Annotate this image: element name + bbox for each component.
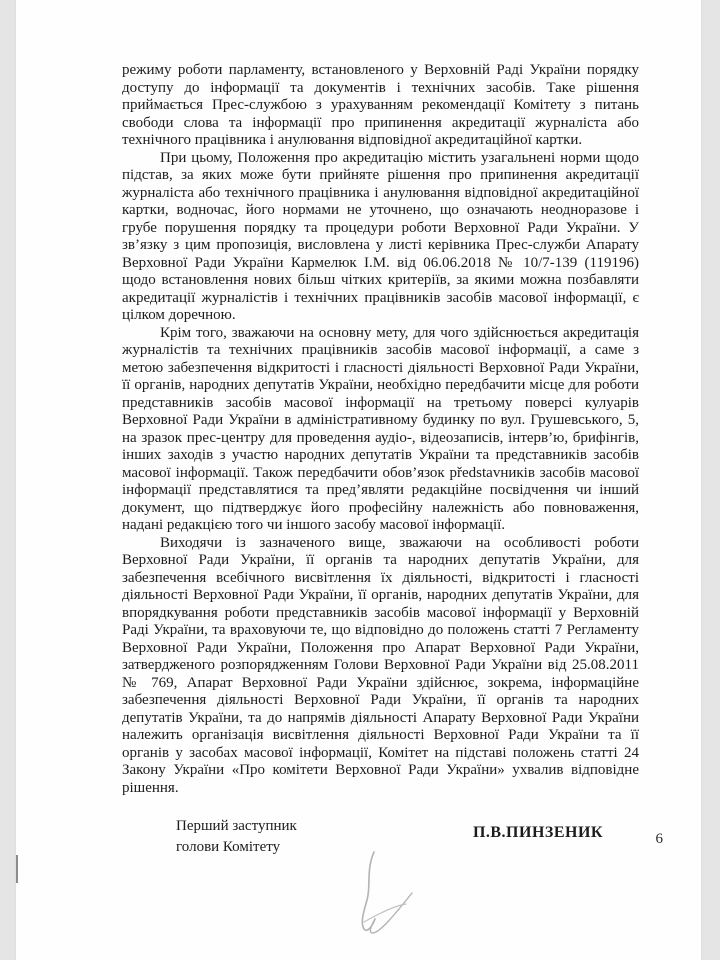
signatory-role-line1: Перший заступник [176,818,297,834]
signature-block [122,816,639,858]
document-page [16,0,701,960]
scan-edge-artifact [16,855,18,883]
page-number: 6 [655,831,663,847]
paragraph-3: Крім того, зважаючи на основну мету, для чого здійснюється акредитація журналістів та технічних працівників засобів масової інформації, а саме з метою забезпечення відкритості і гласності діяльності Верховної Ради України, її органів, народних депутатів України, необхідно передбачити місце для роботи представників засобів масової інформації на третьому поверсі кулуарів Верховної Ради України в адміністративному будинку по вул. Грушевського, 5, на зразок прес-центру для проведення аудіо-, відеозаписів, інтерв’ю, брифінгів, інших заходів з участю народних депутатів України та представників засобів масової інформації. Також передбачити обов’язок představників засобів масової інформації представлятися та пред’являти редакційне посвідчення чи інший документ, що підтверджує його професійну належність або повноваження, надані редакцією того чи іншого засобу масової інформації. [122,324,639,533]
paragraph-4: Виходячи із зазначеного вище, зважаючи на особливості роботи Верховної Ради України, її органів та народних депутатів України, для забезпечення всебічного висвітлення їх діяльності, відкритості і гласності діяльності Верховної Ради України, її органів, народних депутатів України, для впорядкування роботи представників засобів масової інформації у Верховній Раді України, та враховуючи те, що відповідно до положень статті 7 Регламенту Верховної Ради України, Положення про Апарат Верховної Ради України, затвердженого розпорядженням Голови Верховної Ради України від 25.08.2011 № 769, Апарат Верховної Ради України здійснює, зокрема, інформаційне забезпечення діяльності Верховної Ради України, її органів та народних депутатів України, та до напрямів діяльності Апарату Верховної Ради України належить організація висвітлення діяльності Верховної Ради України та її органів у засобах масової інформації, Комітет на підставі положень статті 24 Закону України «Про комітети Верховної Ради України» ухвалив відповідне рішення. [122,534,639,796]
signatory-role [176,816,297,858]
handwritten-signature-icon [340,848,420,943]
document-text-block [122,62,639,858]
signatory-role-line2: голови Комітету [176,839,281,855]
paragraph-2: При цьому, Положення про акредитацію містить узагальнені норми щодо підстав, за яких може бути прийняте рішення про припинення акредитації журналіста або технічного працівника і анулювання відповідної акредитаційної картки, водночас, його нормами не уточнено, що означають неодноразове і грубе порушення порядку та процедури роботи Верховної Ради України. У зв’язку з цим пропозиція, висловлена у листі керівника Прес-служби Апарату Верховної Ради України Кармелюк І.М. від 06.06.2018 № 10/7-139 (119196) щодо встановлення нових більш чітких критеріїв, за якими можна позбавляти акредитації журналістів і технічних працівників засобів масової інформації, є цілком доречною. [122,149,639,323]
signatory-name: П.В.ПИНЗЕНИК [472,824,603,841]
paragraph-1: режиму роботи парламенту, встановленого у Верховній Раді України порядку доступу до інформації та документів і технічних засобів. Таке рішення приймається Прес-службою з урахуванням рекомендації Комітету з питань свободи слова та інформації про припинення акредитації журналіста або технічного працівника і анулювання відповідної акредитаційної картки. [122,62,639,148]
